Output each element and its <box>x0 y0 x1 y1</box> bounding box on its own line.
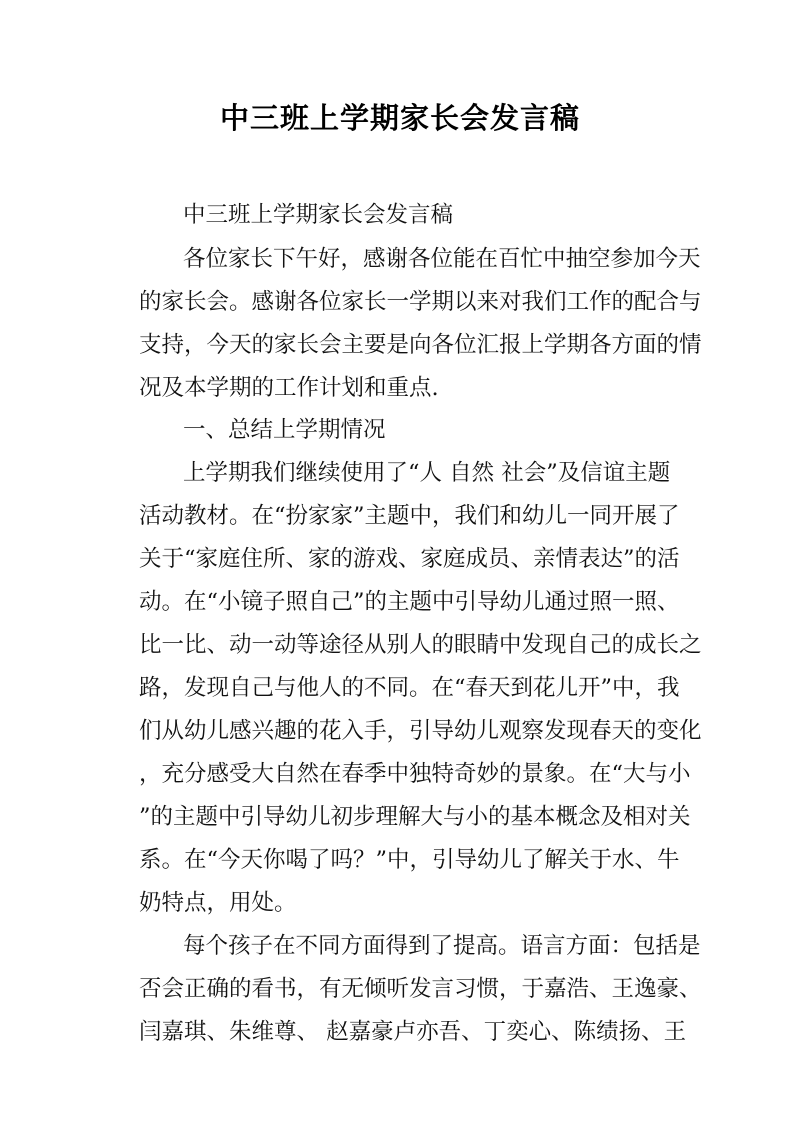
paragraph-line: 活动教材。在“扮家家”主题中，我们和幼儿一同开展了 <box>139 503 680 529</box>
paragraph-line: 路，发现自己与他人的不同。在“春天到花儿开”中，我 <box>139 675 680 701</box>
paragraph-line: 系。在“今天你喝了吗？”中，引导幼儿了解关于水、牛 <box>139 847 680 873</box>
paragraph-line: 否会正确的看书，有无倾听发言习惯，于嘉浩、王逸豪、 <box>139 976 702 1002</box>
paragraph-line: 况及本学期的工作计划和重点. <box>139 375 439 401</box>
paragraph-line: 上学期我们继续使用了“人 自然 社会”及信谊主题 <box>183 460 671 486</box>
document-title: 中三班上学期家长会发言稿 <box>219 101 580 135</box>
paragraph-line: 奶特点，用处。 <box>139 890 297 916</box>
paragraph-line: ”的主题中引导幼儿初步理解大与小的基本概念及相对关 <box>139 804 691 830</box>
paragraph-line: 支持，今天的家长会主要是向各位汇报上学期各方面的情 <box>139 332 702 358</box>
paragraph-line: 比一比、动一动等途径从别人的眼睛中发现自己的成长之 <box>139 632 702 658</box>
section-heading: 一、总结上学期情况 <box>183 417 386 443</box>
paragraph-line: 关于“家庭住所、家的游戏、家庭成员、亲情表达”的活 <box>139 546 680 572</box>
paragraph-line: 各位家长下午好，感谢各位能在百忙中抽空参加今天 <box>183 246 701 272</box>
paragraph-line: 每个孩子在不同方面得到了提高。语言方面：包括是 <box>183 933 701 959</box>
paragraph-line: 的家长会。感谢各位家长一学期以来对我们工作的配合与 <box>139 289 702 315</box>
paragraph-line: 们从幼儿感兴趣的花入手，引导幼儿观察发现春天的变化 <box>139 718 702 744</box>
paragraph-line: 闫嘉琪、朱维尊、 赵嘉豪卢亦吾、丁奕心、陈绩扬、王 <box>139 1019 687 1045</box>
paragraph-line: ，充分感受大自然在春季中独特奇妙的景象。在“大与小 <box>139 761 691 787</box>
paragraph-line: 中三班上学期家长会发言稿 <box>183 202 454 228</box>
paragraph-line: 动。在“小镜子照自己”的主题中引导幼儿通过照一照、 <box>139 589 680 615</box>
